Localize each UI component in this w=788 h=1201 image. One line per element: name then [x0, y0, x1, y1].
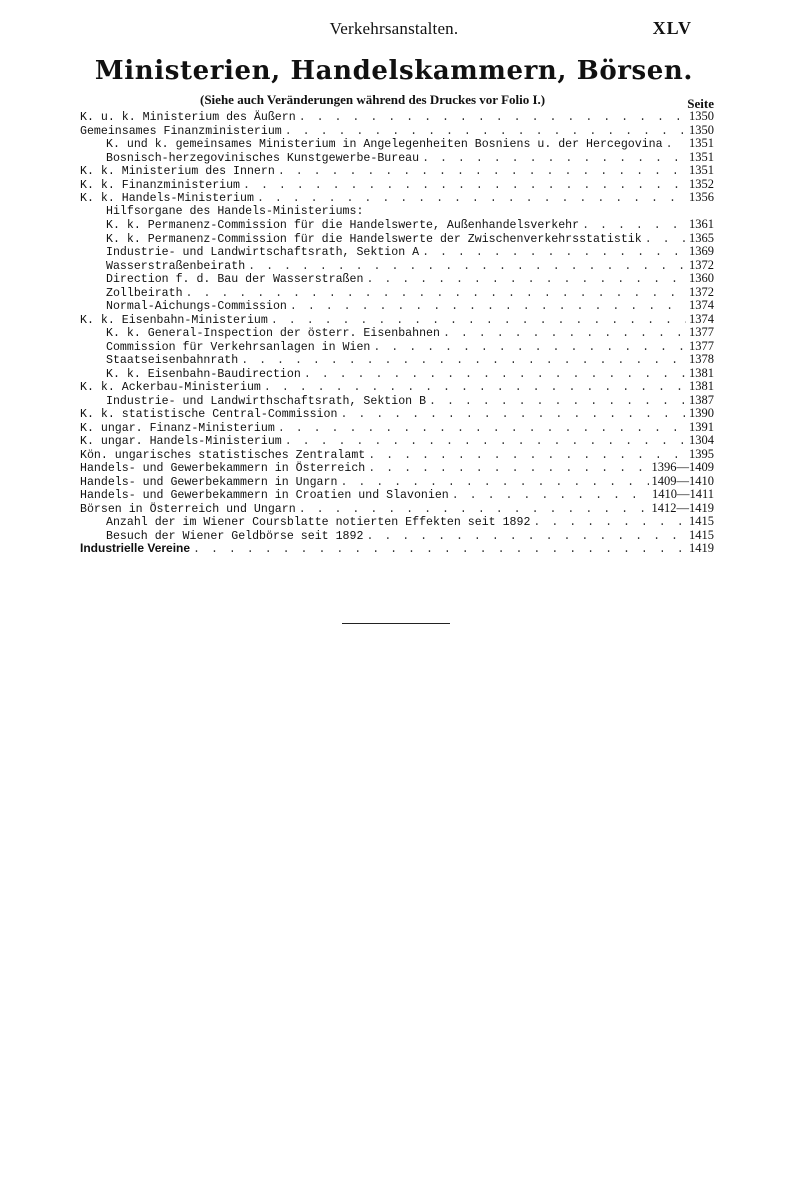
toc-subentry — [80, 394, 714, 408]
toc-entry-label: Normal-Aichungs-Commission — [106, 300, 287, 313]
toc-entry-label: K. k. Ackerbau-Ministerium — [80, 381, 261, 394]
toc-entry — [80, 178, 714, 192]
toc-subentry — [80, 299, 714, 313]
toc-entry-label: K. k. statistische Central-Commission — [80, 408, 338, 421]
dot-leader — [299, 503, 649, 516]
toc-entry-page: 1377 — [689, 339, 714, 353]
toc-entry-label: Bosnisch-herzegovinisches Kunstgewerbe-Bureau — [106, 151, 420, 164]
toc-group-heading — [80, 205, 714, 219]
dot-leader — [368, 449, 686, 462]
toc-entry-label: Commission für Verkehrsanlagen in Wien — [106, 340, 371, 353]
toc-entry-page: 1381 — [689, 380, 714, 393]
toc-entry-page: 1350 — [689, 110, 714, 123]
toc-entry-label: K. k. Eisenbahn-Ministerium — [80, 313, 268, 326]
toc-entry-page: 1391 — [689, 420, 714, 434]
toc-entry — [80, 164, 714, 178]
toc-entry-label: Anzahl der im Wiener Coursblatte notierten Effekten seit 1892 — [106, 516, 531, 529]
toc-subentry — [80, 151, 714, 165]
toc-entry — [80, 488, 714, 502]
toc-entry-label: K. k. Permanenz-Commission für die Handelswerte der Zwischenverkehrsstatistik — [106, 232, 642, 245]
toc-entry-label: Industrie- und Landwirtschaftsrath, Sektion A — [106, 246, 420, 259]
dot-leader — [373, 341, 686, 354]
toc-subentry — [80, 353, 714, 367]
toc-entry — [80, 421, 714, 435]
toc-entry-page: 1374 — [689, 312, 714, 326]
dot-leader — [422, 246, 686, 259]
toc-entry-label: Industrielle Vereine — [80, 542, 191, 555]
toc-entry — [80, 191, 714, 205]
dot-leader — [366, 530, 686, 543]
toc-entry-label: K. k. Finanzministerium — [80, 178, 241, 191]
dot-leader — [452, 489, 649, 502]
dot-leader — [285, 435, 686, 448]
dot-leader — [264, 381, 686, 394]
toc-entry-label: Börsen in Österreich und Ungarn — [80, 502, 296, 515]
toc-entry-page: 1351 — [689, 150, 714, 164]
toc-subentry — [80, 218, 714, 232]
dot-leader — [241, 354, 686, 367]
section-heading: Ministerien, Handelskammern, Börsen. — [94, 56, 694, 86]
toc-entry-page: 1396—1409 — [651, 461, 714, 474]
toc-subentry — [80, 272, 714, 286]
dot-leader — [582, 219, 686, 232]
toc-entry-label: K. k. Ministerium des Innern — [80, 165, 275, 178]
dot-leader — [271, 314, 686, 327]
toc-entry-label: Industrie- und Landwirthschaftsrath, Sektion B — [106, 394, 427, 407]
toc-entry — [80, 380, 714, 394]
toc-entry-label: Handels- und Gewerbekammern in Ungarn — [80, 475, 338, 488]
dot-leader — [340, 408, 686, 421]
toc-entry-page: 1374 — [689, 299, 714, 312]
dot-leader — [257, 192, 686, 205]
toc-entry-page: 1351 — [689, 164, 714, 177]
toc-entry-page: 1365 — [689, 231, 714, 245]
toc-entry-page: 1415 — [689, 528, 714, 542]
toc-entry — [80, 542, 714, 556]
toc-subentry — [80, 326, 714, 340]
dot-leader — [193, 543, 686, 556]
dot-leader — [666, 138, 686, 151]
toc-entry-label: Zollbeirath — [106, 286, 183, 299]
toc-entry — [80, 313, 714, 327]
toc-entry-label: Wasserstraßenbeirath — [106, 259, 246, 272]
toc-subentry — [80, 232, 714, 246]
toc-entry-label: K. ungar. Handels-Ministerium — [80, 435, 282, 448]
toc-entry-page: 1361 — [689, 218, 714, 231]
toc-entry-page: 1360 — [689, 272, 714, 285]
toc-entry — [80, 110, 714, 124]
closing-rule — [342, 623, 450, 624]
toc-entry-label: Kön. ungarisches statistisches Zentralamt — [80, 448, 366, 461]
toc-subentry — [80, 259, 714, 273]
dot-leader — [422, 152, 686, 165]
page-column-label: Seite — [687, 96, 714, 111]
toc-entry-page: 1387 — [689, 393, 714, 407]
toc-subentry — [80, 286, 714, 300]
dot-leader — [299, 111, 686, 124]
toc-entry-page: 1352 — [689, 177, 714, 191]
dot-leader — [186, 287, 686, 300]
toc-entry — [80, 124, 714, 138]
toc-entry-page: 1410—1411 — [651, 488, 714, 501]
dot-leader — [533, 516, 686, 529]
dot-leader — [285, 125, 686, 138]
toc-entry-page: 1390 — [689, 407, 714, 420]
dot-leader — [278, 165, 686, 178]
dot-leader — [366, 273, 686, 286]
toc-entry-page: 1369 — [689, 245, 714, 258]
toc-entry-label: Handels- und Gewerbekammern in Österreich — [80, 462, 366, 475]
toc-entry-label: Staatseisenbahnrath — [106, 354, 239, 367]
dot-leader — [368, 462, 648, 475]
toc-entry-page: 1356 — [689, 191, 714, 204]
dot-leader — [443, 327, 686, 340]
toc-subentry — [80, 137, 714, 151]
toc-subentry — [80, 340, 714, 354]
toc-entry — [80, 448, 714, 462]
dot-leader — [645, 233, 686, 246]
toc-entry-label: K. k. Eisenbahn-Baudirection — [106, 367, 301, 380]
toc-entry-label: Gemeinsames Finanzministerium — [80, 124, 282, 137]
dot-leader — [248, 260, 686, 273]
toc-entry — [80, 407, 714, 421]
toc-entry — [80, 502, 714, 516]
folio-number: XLV — [652, 18, 692, 38]
toc-entry-label: K. und k. gemeinsames Ministerium in Angelegenheiten Bosniens u. der Hercegovina — [106, 138, 663, 151]
toc-entry-label: K. k. Permanenz-Commission für die Handelswerte, Außenhandelsverkehr — [106, 219, 580, 232]
toc-subentry — [80, 515, 714, 529]
toc-subentry — [80, 245, 714, 259]
toc-entry-label: Handels- und Gewerbekammern in Croatien und Slavonien — [80, 489, 449, 502]
running-title: Verkehrsanstalten. — [329, 19, 459, 38]
toc-entry-label: Hilfsorgane des Handels-Ministeriums: — [106, 204, 364, 218]
toc-entry-page: 1395 — [689, 447, 714, 461]
dot-leader — [290, 300, 686, 313]
toc-entry-page: 1378 — [689, 353, 714, 366]
dot-leader — [304, 368, 686, 381]
toc-entry-label: Besuch der Wiener Geldbörse seit 1892 — [106, 529, 364, 542]
toc-entry-page: 1381 — [689, 366, 714, 380]
toc-entry-page: 1412—1419 — [651, 501, 714, 515]
toc-entry-page: 1372 — [689, 258, 714, 272]
toc-entry-page: 1304 — [689, 434, 714, 447]
toc-entry-page: 1415 — [689, 515, 714, 528]
toc-entry-page: 1372 — [689, 285, 714, 299]
toc-entry-label: K. u. k. Ministerium des Äußern — [80, 111, 296, 124]
toc-entry-label: K. k. Handels-Ministerium — [80, 192, 254, 205]
dot-leader — [243, 179, 686, 192]
dot-leader — [429, 395, 686, 408]
toc-entry-page: 1350 — [689, 123, 714, 137]
toc-subentry — [80, 367, 714, 381]
table-of-contents — [80, 110, 714, 556]
section-subheading: (Siehe auch Veränderungen während des Druckes vor Folio I.) — [200, 92, 546, 107]
toc-entry-label: K. k. General-Inspection der österr. Eisenbahnen — [106, 327, 440, 340]
toc-entry-label: K. ungar. Finanz-Ministerium — [80, 421, 275, 434]
toc-entry — [80, 475, 714, 489]
toc-subentry — [80, 529, 714, 543]
toc-entry — [80, 461, 714, 475]
toc-entry-page: 1419 — [689, 542, 714, 555]
toc-entry-label: Direction f. d. Bau der Wasserstraßen — [106, 273, 364, 286]
dot-leader — [340, 476, 648, 489]
toc-entry-page: 1409—1410 — [651, 474, 714, 488]
toc-entry-page: 1377 — [689, 326, 714, 339]
toc-entry-page: 1351 — [689, 137, 714, 150]
toc-entry — [80, 434, 714, 448]
dot-leader — [278, 422, 686, 435]
